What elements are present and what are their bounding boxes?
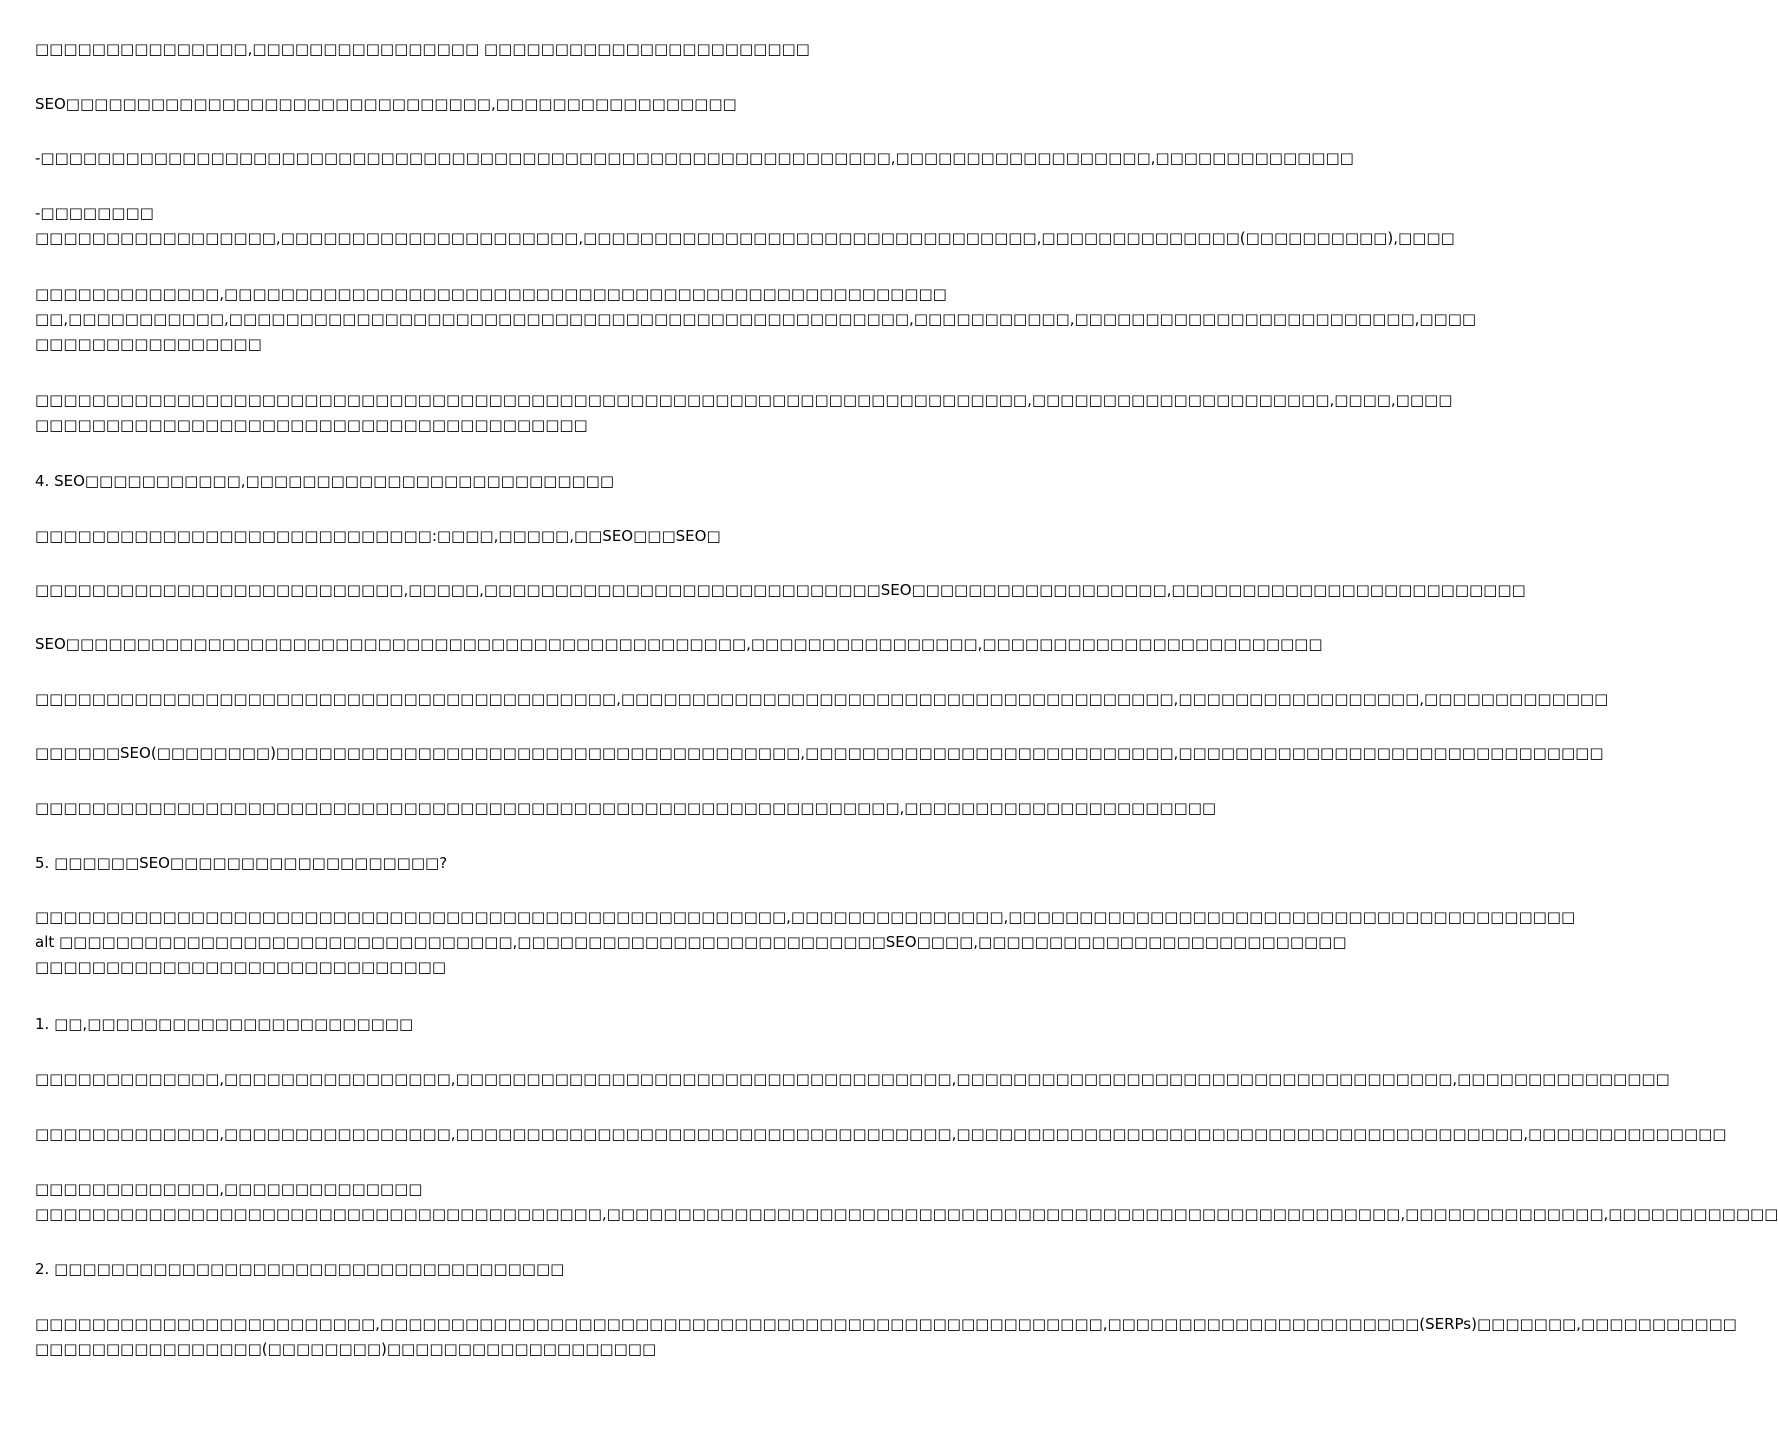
paragraph-3 [35,146,1354,171]
section-heading-2 [35,1257,990,1282]
paragraph-5 [35,282,1477,357]
paragraph-line: □□□□□□□□□□□□□□□□□□□□□□□□□□□□:□□□□,□□□□□,□□SEO□□□SEO□ [35,527,721,545]
paragraph-21 [35,1312,1737,1362]
paragraph-line: 4. SEO□□□□□□□□□□□,□□□□□□□□□□□□□□□□□□□□□□□□□□ [35,472,615,490]
paragraph-line: alt □□□□□□□□□□□□□□□□□□□□□□□□□□□□□□□□,□□□□□□□□□□□□□□□□□□□□□□□□□□SEO□□□□,□□□□□□□□□□□□□□□□□□□□□□□□□□ [35,933,1347,951]
paragraph-line: □□□□□□□□□□□□□□□□□□□□□□□□□□□□□□□□□□□□□□□□□□□□□□□□□□□□□□□□□□□□□□□□□□□□□□,□□□□□□□□□□□□□□□□□□□□□,□□□□,□□□□ [35,391,1453,409]
section-heading-5 [35,851,990,876]
paragraph-line: □□□□□□□□□□□□□□□□(□□□□□□□□)□□□□□□□□□□□□□□□□□□□ [35,1340,657,1358]
paragraph-17 [35,1067,1670,1092]
paragraph-line: □□□□□□□□□□□□□□□□□□□□□□□□□□□□□□□□□□□□□□□ [35,416,588,434]
paragraph-line: □□□□□□□□□□□□□□□□ [35,335,262,353]
paragraph-line: □□□□□□□□□□□□□□□□□□□□□□□□□□□□□ [35,958,446,976]
paragraph-line: SEO□□□□□□□□□□□□□□□□□□□□□□□□□□□□□□,□□□□□□□□□□□□□□□□□ [35,95,737,113]
paragraph-line: □□□□□□□□□□□□□,□□□□□□□□□□□□□□□□□□□□□□□□□□□□□□□□□□□□□□□□□□□□□□□□□□□ [35,285,947,303]
paragraph-line: □□□□□□□□□□□□□□□□□□□□□□□□□□□□□□□□□□□□□□□□□□□□□□□□□□□□□□□□□□□□□,□□□□□□□□□□□□□□□□□□□□□□ [35,799,1217,817]
paragraph-9 [35,578,1526,603]
paragraph-6 [35,388,1453,438]
paragraph-line: -□□□□□□□□ [35,204,154,222]
paragraph-line: 5. □□□□□□SEO□□□□□□□□□□□□□□□□□□□? [35,854,448,872]
paragraph-line: □□□□□□□□□□□□□□□□□□□□□□□□□□□□□□□□□□□□□□□□,□□□□□□□□□□□□□□□□□□□□□□□□□□□□□□□□□□□□□□□□□□□□□□□□□□□□□□□□,□□□□□□□□□□□□□□,□□□□□□□□□□□□ [35,1205,1778,1223]
paragraph-line: □□□□□□SEO(□□□□□□□□)□□□□□□□□□□□□□□□□□□□□□□□□□□□□□□□□□□□□□,□□□□□□□□□□□□□□□□□□□□□□□□□□,□□□□□□□□□□□□□□□□□□□□□□□□□□□□□□ [35,744,1604,762]
paragraph-line: □□□□□□□□□□□□□□□□□□□□□□□□□□,□□□□□,□□□□□□□□□□□□□□□□□□□□□□□□□□□□SEO□□□□□□□□□□□□□□□□□□,□□□□□□□□□□□□□□□□□□□□□□□□□ [35,581,1526,599]
paragraph-15 [35,905,1576,980]
paragraph-line: □□□□□□□□□□□□□,□□□□□□□□□□□□□□□□,□□□□□□□□□□□□□□□□□□□□□□□□□□□□□□□□□□□,□□□□□□□□□□□□□□□□□□□□□□□□□□□□□□□□□□□,□□□□□□□□□□□□□□□ [35,1070,1670,1088]
paragraph-2 [35,92,990,117]
paragraph-line: 2. □□□□□□□□□□□□□□□□□□□□□□□□□□□□□□□□□□□□ [35,1260,565,1278]
section-heading-4 [35,469,990,494]
paragraph-line: -□□□□□□□□□□□□□□□□□□□□□□□□□□□□□□□□□□□□□□□□□□□□□□□□□□□□□□□□□□□□,□□□□□□□□□□□□□□□□□□,□□□□□□□□□□□□□□ [35,149,1354,167]
paragraph-13 [35,796,1217,821]
section-heading-1 [35,1012,990,1037]
paragraph-11 [35,687,1609,712]
paragraph-line: □□□□□□□□□□□□□□□,□□□□□□□□□□□□□□□□ □□□□□□□□□□□□□□□□□□□□□□□ [35,40,810,58]
paragraph-line: 1. □□,□□□□□□□□□□□□□□□□□□□□□□□ [35,1015,414,1033]
paragraph-line: □□,□□□□□□□□□□□,□□□□□□□□□□□□□□□□□□□□□□□□□□□□□□□□□□□□□□□□□□□□□□□□,□□□□□□□□□□□,□□□□□□□□□□□□□□□□□□□□□□□□,□□□□ [35,310,1477,328]
paragraph-line: □□□□□□□□□□□□□,□□□□□□□□□□□□□□□□,□□□□□□□□□□□□□□□□□□□□□□□□□□□□□□□□□□□,□□□□□□□□□□□□□□□□□□□□□□□□□□□□□□□□□□□□□□□□,□□□□□□□□□□□□□□ [35,1125,1727,1143]
paragraph-8 [35,524,990,549]
paragraph-line: SEO□□□□□□□□□□□□□□□□□□□□□□□□□□□□□□□□□□□□□□□□□□□□□□□□,□□□□□□□□□□□□□□□□,□□□□□□□□□□□□□□□□□□□□□□□□ [35,635,1323,653]
paragraph-line: □□□□□□□□□□□□□□□□□□□□□□□□□□□□□□□□□□□□□□□□□□□□□□□□□□□□□,□□□□□□□□□□□□□□□,□□□□□□□□□□□□□□□□□□□□□□□□□□□□□□□□□□□□□□□□ [35,908,1576,926]
paragraph-10 [35,632,1323,657]
paragraph-19 [35,1177,1778,1227]
paragraph-1 [35,37,990,62]
paragraph-12 [35,741,1604,766]
paragraph-line: □□□□□□□□□□□□□□□□□,□□□□□□□□□□□□□□□□□□□□□,□□□□□□□□□□□□□□□□□□□□□□□□□□□□□□□□,□□□□□□□□□□□□□□(□□□□□□□□□□),□□□□ [35,229,1455,247]
paragraph-line: □□□□□□□□□□□□□□□□□□□□□□□□,□□□□□□□□□□□□□□□□□□□□□□□□□□□□□□□□□□□□□□□□□□□□□□□□□□□,□□□□□□□□□□□□□□□□□□□□□□(SERPs)□□□□□□□,□□□□□□□□□□□ [35,1315,1737,1333]
paragraph-4 [35,201,1455,251]
paragraph-18 [35,1122,1727,1147]
paragraph-line: □□□□□□□□□□□□□□□□□□□□□□□□□□□□□□□□□□□□□□□□□,□□□□□□□□□□□□□□□□□□□□□□□□□□□□□□□□□□□□□□□,□□□□□□□□□□□□□□□□□,□□□□□□□□□□□□□ [35,690,1609,708]
paragraph-line: □□□□□□□□□□□□□,□□□□□□□□□□□□□□ [35,1180,423,1198]
